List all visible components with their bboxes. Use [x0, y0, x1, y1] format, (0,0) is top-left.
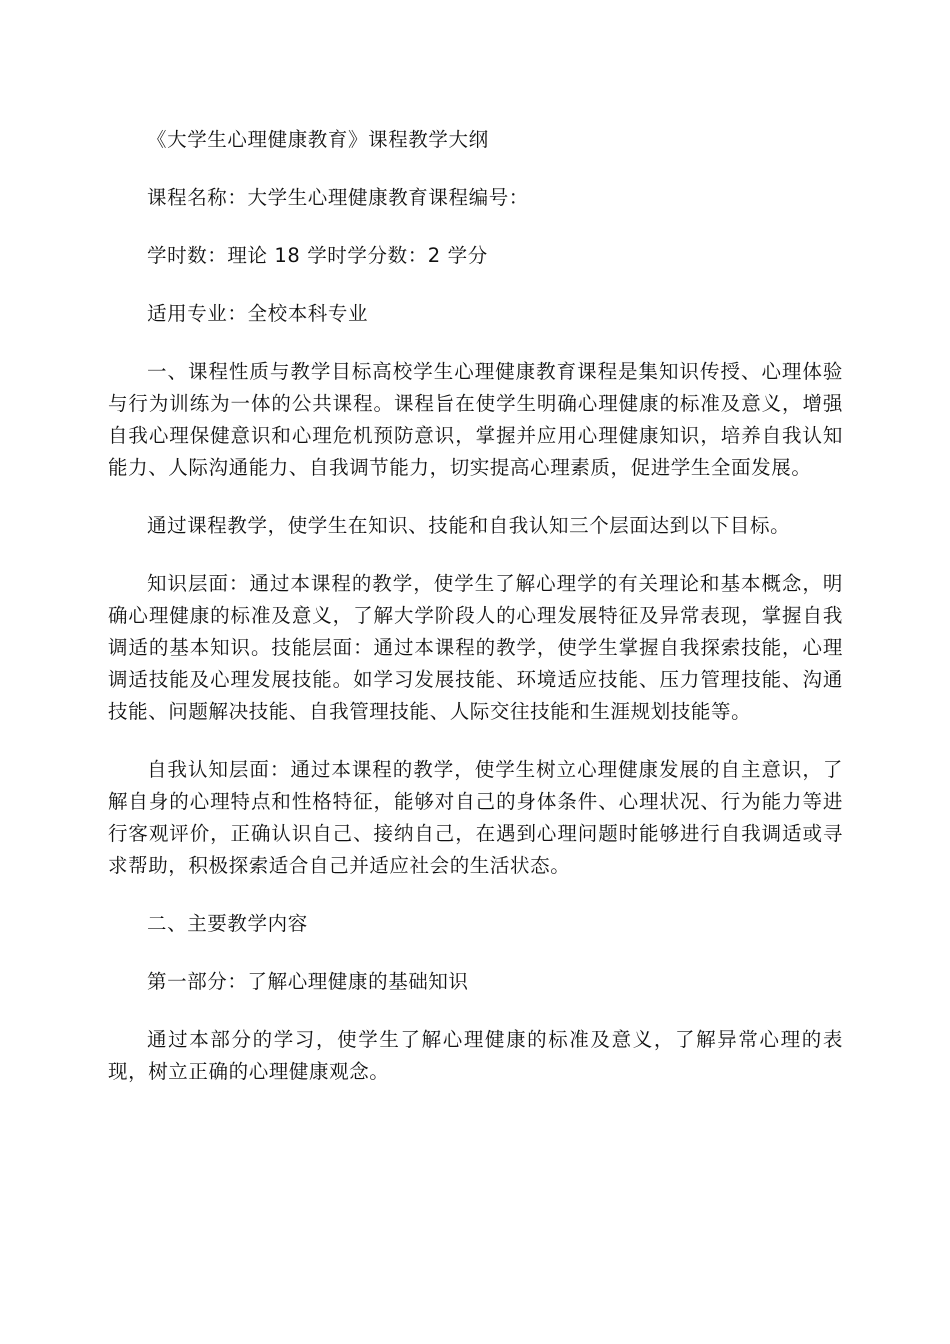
part1-paragraph: 通过本部分的学习，使学生了解心理健康的标准及意义，了解异常心理的表现，树立正确的心理健康观念。: [108, 1028, 843, 1083]
section1-paragraph: 一、课程性质与教学目标高校学生心理健康教育课程是集知识传授、心理体验与行为训练为一体的公共课程。课程旨在使学生明确心理健康的标准及意义，增强自我心理保健意识和心理危机预防意识，掌握并应用心理健康知识，培养自我认知能力、人际沟通能力、自我调节能力，切实提高心理素质，促进学生全面发展。: [108, 360, 843, 479]
course-hours-line: 学时数：理论 18 学时学分数：2 学分: [147, 244, 488, 267]
self-awareness-paragraph: 自我认知层面：通过本课程的教学，使学生树立心理健康发展的自主意识，了解自身的心理特点和性格特征，能够对自己的身体条件、心理状况、行为能力等进行客观评价，正确认识自己、接纳自己，在遇到心理问题时能够进行自我调适或寻求帮助，积极探索适合自己并适应社会的生活状态。: [108, 758, 843, 877]
part1-heading: 第一部分：了解心理健康的基础知识: [147, 970, 469, 993]
document-title: 《大学生心理健康教育》课程教学大纲: [147, 128, 489, 151]
section2-heading: 二、主要教学内容: [147, 912, 308, 935]
document-body: [108, 124, 843, 1114]
course-name-line: 课程名称：大学生心理健康教育课程编号：: [147, 186, 529, 209]
applicable-major-line: 适用专业：全校本科专业: [147, 302, 369, 325]
knowledge-level-paragraph: 知识层面：通过本课程的教学，使学生了解心理学的有关理论和基本概念，明确心理健康的标准及意义，了解大学阶段人的心理发展特征及异常表现，掌握自我调适的基本知识。技能层面：通过本课程的教学，使学生掌握自我探索技能，心理调适技能及心理发展技能。如学习发展技能、环境适应技能、压力管理技能、沟通技能、问题解决技能、自我管理技能、人际交往技能和生涯规划技能等。: [108, 572, 843, 723]
goals-intro-paragraph: 通过课程教学，使学生在知识、技能和自我认知三个层面达到以下目标。: [147, 514, 791, 537]
